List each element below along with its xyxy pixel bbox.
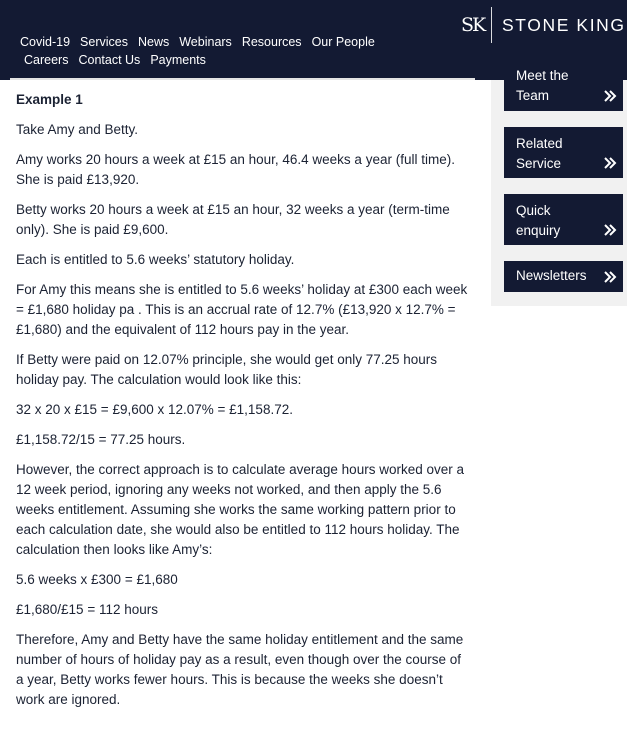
sidebar-item-meet-the-team[interactable] — [504, 61, 623, 111]
chevron-right-icon — [603, 89, 617, 103]
nav-row-1 — [20, 33, 385, 51]
article-paragraph: However, the correct approach is to calculate average hours worked over a 12 week period, ignoring any weeks not worked, and then apply the 5.6 weeks entitlement. Assuming she works the same working pattern prior to each calculation date, she would also be entitled to 112 hours holiday. The calculation then looks like Amy’s: — [16, 462, 464, 557]
site-logo[interactable] — [461, 7, 626, 43]
article-paragraph: £1,680/£15 = 112 hours — [16, 602, 158, 617]
nav-resources[interactable]: Resources — [241, 35, 302, 49]
article-body — [16, 90, 472, 720]
article-paragraph: For Amy this means she is entitled to 5.6 weeks’ holiday at £300 each week = £1,680 holiday pa . This is an accrual rate of 12.7% (£13,920 x 12.7% = £1,680) and the equivalent of 112 hours pay in the year. — [16, 282, 468, 337]
sidebar-item-label: Quick enquiry — [516, 203, 561, 238]
sidebar-item-label: Related Service — [516, 136, 563, 171]
sidebar-item-label: Newsletters — [516, 268, 587, 283]
nav-contact-us[interactable]: Contact Us — [78, 53, 141, 67]
article-paragraph: Amy works 20 hours a week at £15 an hour, 46.4 weeks a year (full time). She is paid £13,920. — [16, 152, 455, 187]
article-paragraph: Each is entitled to 5.6 weeks’ statutory holiday. — [16, 252, 295, 267]
article-paragraph: If Betty were paid on 12.07% principle, she would get only 77.25 hours holiday pay. The calculation would look like this: — [16, 352, 438, 387]
chevron-right-icon — [603, 156, 617, 170]
article-paragraph: 5.6 weeks x £300 = £1,680 — [16, 572, 178, 587]
nav-our-people[interactable]: Our People — [311, 35, 375, 49]
nav-services[interactable]: Services — [80, 35, 128, 49]
article-paragraph: Take Amy and Betty. — [16, 122, 139, 137]
nav-payments[interactable]: Payments — [150, 53, 206, 67]
main-nav — [20, 33, 385, 69]
nav-news[interactable]: News — [137, 35, 170, 49]
article-paragraph: Therefore, Amy and Betty have the same holiday entitlement and the same number of hours of holiday pay as a result, even though over the course of a year, Betty works fewer hours. This is because the weeks she doesn’t work are ignored. — [16, 632, 464, 707]
nav-careers[interactable]: Careers — [24, 53, 69, 67]
sidebar-item-newsletters[interactable] — [504, 261, 623, 292]
chevron-right-icon — [603, 270, 617, 284]
sidebar-item-related-service[interactable] — [504, 127, 623, 178]
nav-webinars[interactable]: Webinars — [179, 35, 232, 49]
logo-mark: SK — [461, 14, 485, 36]
article-heading: Example 1 — [16, 92, 83, 107]
sidebar-item-label: Meet the Team — [516, 68, 569, 103]
header-divider — [10, 78, 475, 80]
article-paragraph: Betty works 20 hours a week at £15 an hour, 32 weeks a year (term-time only). She is paid £9,600. — [16, 202, 450, 237]
sidebar-item-quick-enquiry[interactable] — [504, 194, 623, 245]
nav-covid-19[interactable]: Covid-19 — [20, 35, 71, 49]
article-paragraph: 32 x 20 x £15 = £9,600 x 12.07% = £1,158.72. — [16, 402, 293, 417]
logo-text: STONE KING — [502, 14, 626, 35]
nav-row-2 — [20, 51, 385, 69]
chevron-right-icon — [603, 223, 617, 237]
logo-divider — [491, 7, 492, 43]
article-paragraph: £1,158.72/15 = 77.25 hours. — [16, 432, 186, 447]
